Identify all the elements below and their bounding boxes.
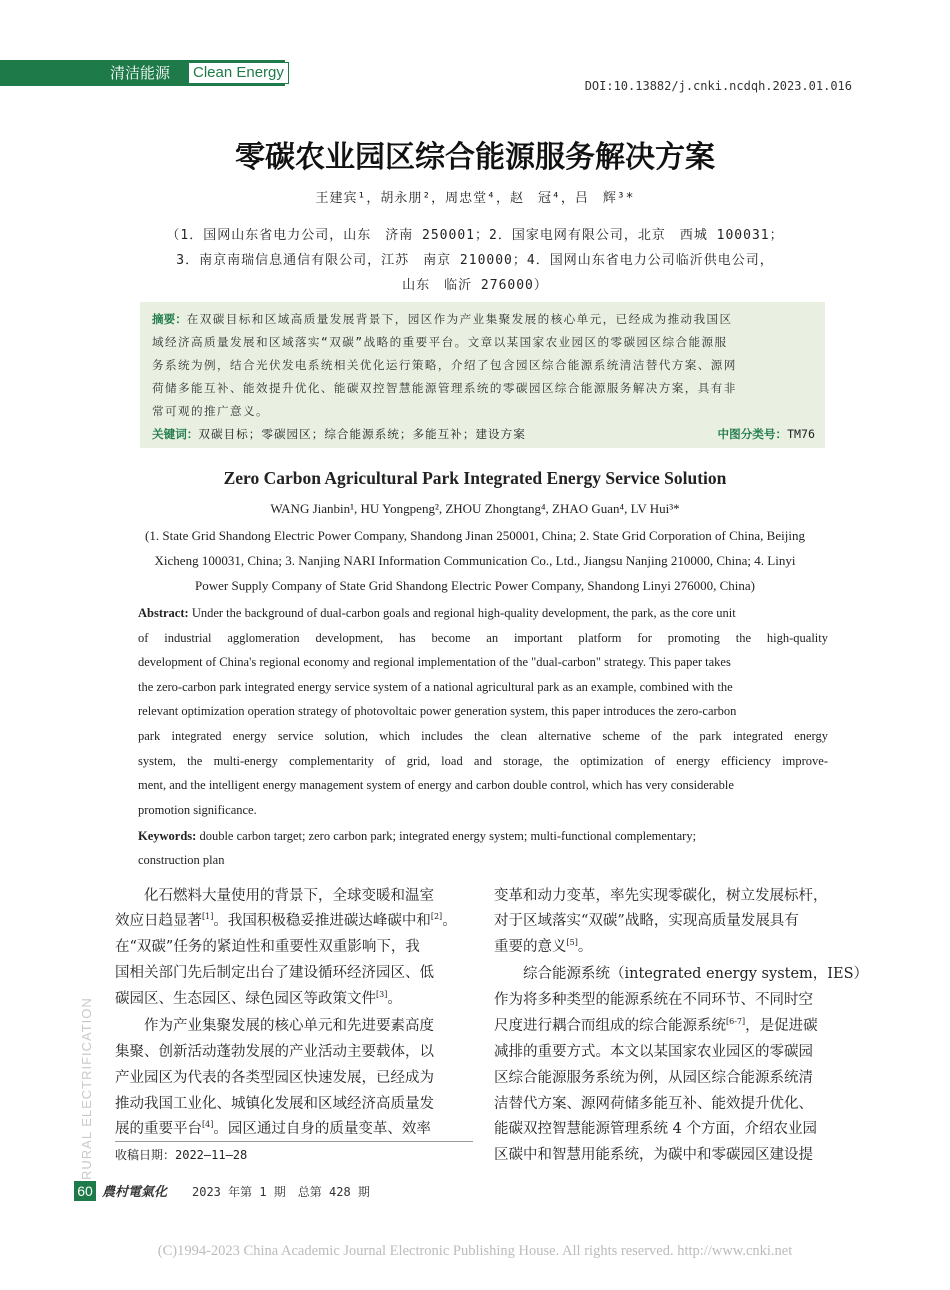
affiliation-zh-line: （1．国网山东省电力公司，山东 济南 250001；2．国家电网有限公司，北京 西城 100031； — [166, 228, 784, 243]
title-zh: 零碳农业园区综合能源服务解决方案 — [235, 140, 715, 175]
body-right-line: 变革和动力变革，率先实现零碳化，树立发展标杆， — [494, 888, 828, 904]
abstract-zh-line: 务系统为例，结合光伏发电系统相关优化运行策略，介绍了包含园区综合能源系统清洁替代方案、源网 — [152, 358, 737, 372]
affiliation-en-line: Xicheng 100031, China; 3. Nanjing NARI Information Communication Co., Ltd., Jiangsu Nanjing 210000, China; 4. Linyi — [154, 553, 796, 568]
abstract-zh-text: 在双碳目标和区域高质量发展背景下，园区作为产业集聚发展的核心单元，已经成为推动我国区 — [186, 312, 733, 326]
abstract-en-line: system, the multi-energy complementarity of grid, load and storage, the optimization of energy efficiency improve- — [138, 754, 828, 768]
abstract-zh-line: 域经济高质量发展和区域落实“双碳”战略的重要平台。文章以某国家农业园区的零碳园区综合能源服 — [152, 335, 728, 349]
abstract-zh-line: 荷储多能互补、能效提升优化、能碳双控智慧能源管理系统的零碳园区综合能源服务解决方案，具有非 — [152, 381, 737, 395]
affiliation-zh-line: 山东 临沂 276000） — [402, 278, 548, 293]
clc-line — [718, 426, 816, 442]
abstract-en-text: Under the background of dual-carbon goals and regional high-quality development, the park, as the core unit — [188, 606, 736, 620]
abstract-en-line — [138, 604, 828, 622]
keywords-en-line — [138, 827, 828, 845]
affiliation-en-line: Power Supply Company of State Grid Shandong Electric Power Company, Shandong Linyi 276000, China) — [195, 578, 755, 593]
received-divider — [115, 1141, 473, 1142]
body-right-line: 尺度进行耦合而组成的综合能源系统[6-7]，是促进碳 — [494, 1017, 818, 1034]
body-left-line: 推动我国工业化、城镇化发展和区域经济高质量发 — [115, 1096, 434, 1112]
body-right-line: 减排的重要方式。本文以某国家农业园区的零碳园 — [494, 1044, 813, 1060]
authors-zh: 王建宾¹，胡永朋²，周忠堂⁴，赵 冠⁴，吕 辉³* — [315, 191, 635, 206]
keywords-en-line: construction plan — [138, 853, 225, 867]
body-left-line: 化石燃料大量使用的背景下，全球变暖和温室 — [144, 888, 434, 904]
received-date: 收稿日期：2022—11—28 — [115, 1148, 248, 1162]
body-right-line: 综合能源系统（integrated energy system，IES） — [523, 966, 869, 982]
title-en: Zero Carbon Agricultural Park Integrated Energy Service Solution — [223, 468, 727, 488]
body-left-line: 作为产业集聚发展的核心单元和先进要素高度 — [144, 1018, 434, 1034]
section-label-zh: 清洁能源 — [110, 64, 171, 82]
journal-logo: 農村電氣化 — [102, 1185, 168, 1200]
body-right-line: 对于区域落实“双碳”战略，实现高质量发展具有 — [494, 913, 799, 929]
clc-label: 中图分类号： — [717, 427, 788, 441]
issue-info: 2023 年第 1 期 总第 428 期 — [192, 1185, 370, 1199]
body-left-line: 展的重要平台[4]。园区通过自身的质量变革、效率 — [115, 1120, 431, 1137]
section-label-en: Clean Energy — [188, 62, 289, 84]
abstract-zh-label: 摘要： — [152, 312, 187, 326]
abstract-en-label: Abstract: — [138, 606, 189, 620]
doi-text: DOI:10.13882/j.cnki.ncdqh.2023.01.016 — [584, 79, 852, 93]
body-left-line: 在“双碳”任务的紧迫性和重要性双重影响下，我 — [115, 939, 420, 955]
keywords-zh-line — [152, 426, 526, 442]
keywords-zh: 双碳目标；零碳园区；综合能源系统；多能互补；建设方案 — [198, 427, 526, 441]
abstract-zh-line: 常可观的推广意义。 — [152, 404, 269, 418]
clc-code: TM76 — [787, 427, 815, 441]
abstract-zh-line — [152, 311, 733, 327]
body-left-line: 国相关部门先后制定出台了建设循环经济园区、低 — [115, 965, 434, 981]
body-right-line: 作为将多种类型的能源系统在不同环节、不同时空 — [494, 992, 813, 1008]
body-left-line: 碳园区、生态园区、绿色园区等政策文件[3]。 — [115, 990, 402, 1007]
body-right-line: 区碳中和智慧用能系统，为碳中和零碳园区建设提 — [494, 1147, 813, 1163]
keywords-en-text: double carbon target; zero carbon park; integrated energy system; multi-functional complementary; — [196, 829, 697, 843]
body-right-line: 区综合能源服务系统为例，从园区综合能源系统清 — [494, 1070, 813, 1086]
body-left-line: 集聚、创新活动蓬勃发展的产业活动主要载体，以 — [115, 1044, 434, 1060]
keywords-zh-label: 关键词： — [152, 427, 199, 441]
abstract-en-line: promotion significance. — [138, 803, 257, 817]
body-right-line: 洁替代方案、源网荷储多能互补、能效提升优化、 — [494, 1096, 813, 1112]
abstract-en-line: park integrated energy service solution, which includes the clean alternative scheme of the park integrated energy — [138, 729, 828, 743]
abstract-en-line: ment, and the intelligent energy management system of energy and carbon double control, which has very considerable — [138, 778, 734, 792]
body-left-line: 产业园区为代表的各类型园区快速发展，已经成为 — [115, 1070, 434, 1086]
body-right-line: 重要的意义[5]。 — [494, 938, 593, 955]
authors-en: WANG Jianbin¹, HU Yongpeng², ZHOU Zhongtang⁴, ZHAO Guan⁴, LV Hui³* — [270, 501, 680, 516]
abstract-en-line: of industrial agglomeration development, has become an important platform for promoting the high-quality — [138, 631, 828, 645]
affiliation-en-line: (1. State Grid Shandong Electric Power Company, Shandong Jinan 250001, China; 2. State Grid Corporation of China, Beijing — [145, 528, 805, 543]
abstract-en-line: relevant optimization operation strategy of photovoltaic power generation system, this paper introduces the zero-carbon — [138, 704, 737, 718]
affiliation-zh-line: 3．南京南瑞信息通信有限公司，江苏 南京 210000；4．国网山东省电力公司临沂供电公司， — [176, 253, 774, 268]
abstract-en-line: development of China's regional economy and regional implementation of the "dual-carbon" strategy. This paper takes — [138, 655, 731, 669]
body-right-line: 能碳双控智慧能源管理系统 4 个方面，介绍农业园 — [494, 1121, 817, 1137]
abstract-en-line: the zero-carbon park integrated energy service system of a national agricultural park as an example, combined with the — [138, 680, 733, 694]
side-journal-text: RURAL ELECTRIFICATION — [79, 997, 94, 1180]
body-left-line: 效应日趋显著[1]。我国积极稳妥推进碳达峰碳中和[2]。 — [115, 912, 457, 929]
copyright-watermark: (C)1994-2023 China Academic Journal Electronic Publishing House. All rights reserved. http://www.cnki.net — [157, 1243, 793, 1259]
page-number: 60 — [74, 1181, 96, 1201]
keywords-en-label: Keywords: — [138, 829, 197, 843]
